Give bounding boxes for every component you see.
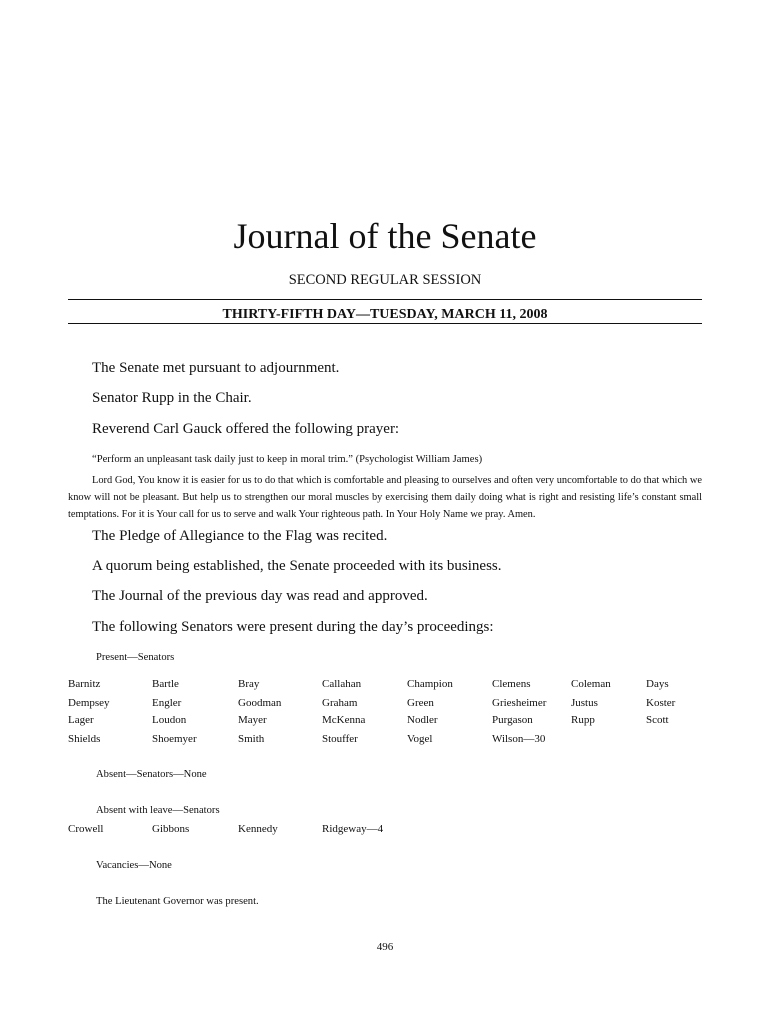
line-journal: The Journal of the previous day was read and approved. <box>92 588 428 604</box>
session-label: SECOND REGULAR SESSION <box>288 272 482 288</box>
senator-name: Loudon <box>152 714 187 726</box>
senator-name: Clemens <box>492 678 531 690</box>
line-met: The Senate met pursuant to adjournment. <box>92 360 340 376</box>
absent-leave-name: Ridgeway—4 <box>322 823 384 835</box>
senator-name: Dempsey <box>68 697 110 709</box>
senator-name: Lager <box>68 714 94 726</box>
page-number: 496 <box>376 941 394 953</box>
senator-name: Smith <box>238 733 265 745</box>
senator-name: Vogel <box>407 733 433 745</box>
absent-leave-name: Kennedy <box>238 823 278 835</box>
line-chair: Senator Rupp in the Chair. <box>92 390 252 406</box>
senator-name: Green <box>407 697 434 709</box>
line-pledge: The Pledge of Allegiance to the Flag was recited. <box>92 528 388 544</box>
senator-name: McKenna <box>322 714 366 726</box>
senator-name: Barnitz <box>68 678 101 690</box>
senator-name: Days <box>646 678 669 690</box>
senator-name: Bray <box>238 678 260 690</box>
absent-heading: Absent—Senators—None <box>96 769 207 780</box>
senator-name: Bartle <box>152 678 179 690</box>
senator-name: Mayer <box>238 714 267 726</box>
senator-name: Nodler <box>407 714 438 726</box>
senator-name: Coleman <box>571 678 611 690</box>
senator-name: Goodman <box>238 697 282 709</box>
senator-name: Justus <box>571 697 598 709</box>
senator-name: Stouffer <box>322 733 358 745</box>
senator-name: Scott <box>646 714 669 726</box>
senator-name: Rupp <box>571 714 595 726</box>
day-heading: THIRTY-FIFTH DAY—TUESDAY, MARCH 11, 2008 <box>222 307 548 322</box>
senator-name: Graham <box>322 697 358 709</box>
prayer-quote: “Perform an unpleasant task daily just to keep in moral trim.” (Psychologist William James) <box>92 454 483 465</box>
senator-name: Shoemyer <box>152 733 197 745</box>
present-heading: Present—Senators <box>96 652 175 663</box>
page-title: Journal of the Senate <box>233 216 537 256</box>
senator-name: Callahan <box>322 678 362 690</box>
senator-name: Wilson—30 <box>492 733 546 745</box>
line-quorum: A quorum being established, the Senate proceeded with its business. <box>92 558 502 574</box>
line-present-intro: The following Senators were present during the day’s proceedings: <box>92 619 494 635</box>
line-prayer-intro: Reverend Carl Gauck offered the following prayer: <box>92 421 400 437</box>
bottom-rule <box>68 323 702 324</box>
senator-name: Purgason <box>492 714 533 726</box>
vacancies-line: Vacancies—None <box>96 860 172 871</box>
senator-name: Champion <box>407 678 453 690</box>
absent-leave-heading: Absent with leave—Senators <box>96 805 220 816</box>
absent-leave-name: Gibbons <box>152 823 190 835</box>
prayer-paragraph: Lord God, You know it is easier for us to do that which is comfortable and pleasing to ourselves and often very uncomfortable to do that which we know will not be pleasant. But help us to strengthen our moral muscles by exercising them daily doing what is right and resisting life’s constant small temptations. For it is Your call for us to serve and walk Your righteous path. In Your Holy Name we pray. Amen. <box>68 475 702 520</box>
senator-name: Shields <box>68 733 101 745</box>
prayer-text <box>68 472 702 523</box>
top-rule <box>68 299 702 300</box>
senator-name: Engler <box>152 697 182 709</box>
absent-leave-name: Crowell <box>68 823 104 835</box>
senator-name: Griesheimer <box>492 697 547 709</box>
lt-governor-line: The Lieutenant Governor was present. <box>96 896 259 907</box>
senator-name: Koster <box>646 697 676 709</box>
